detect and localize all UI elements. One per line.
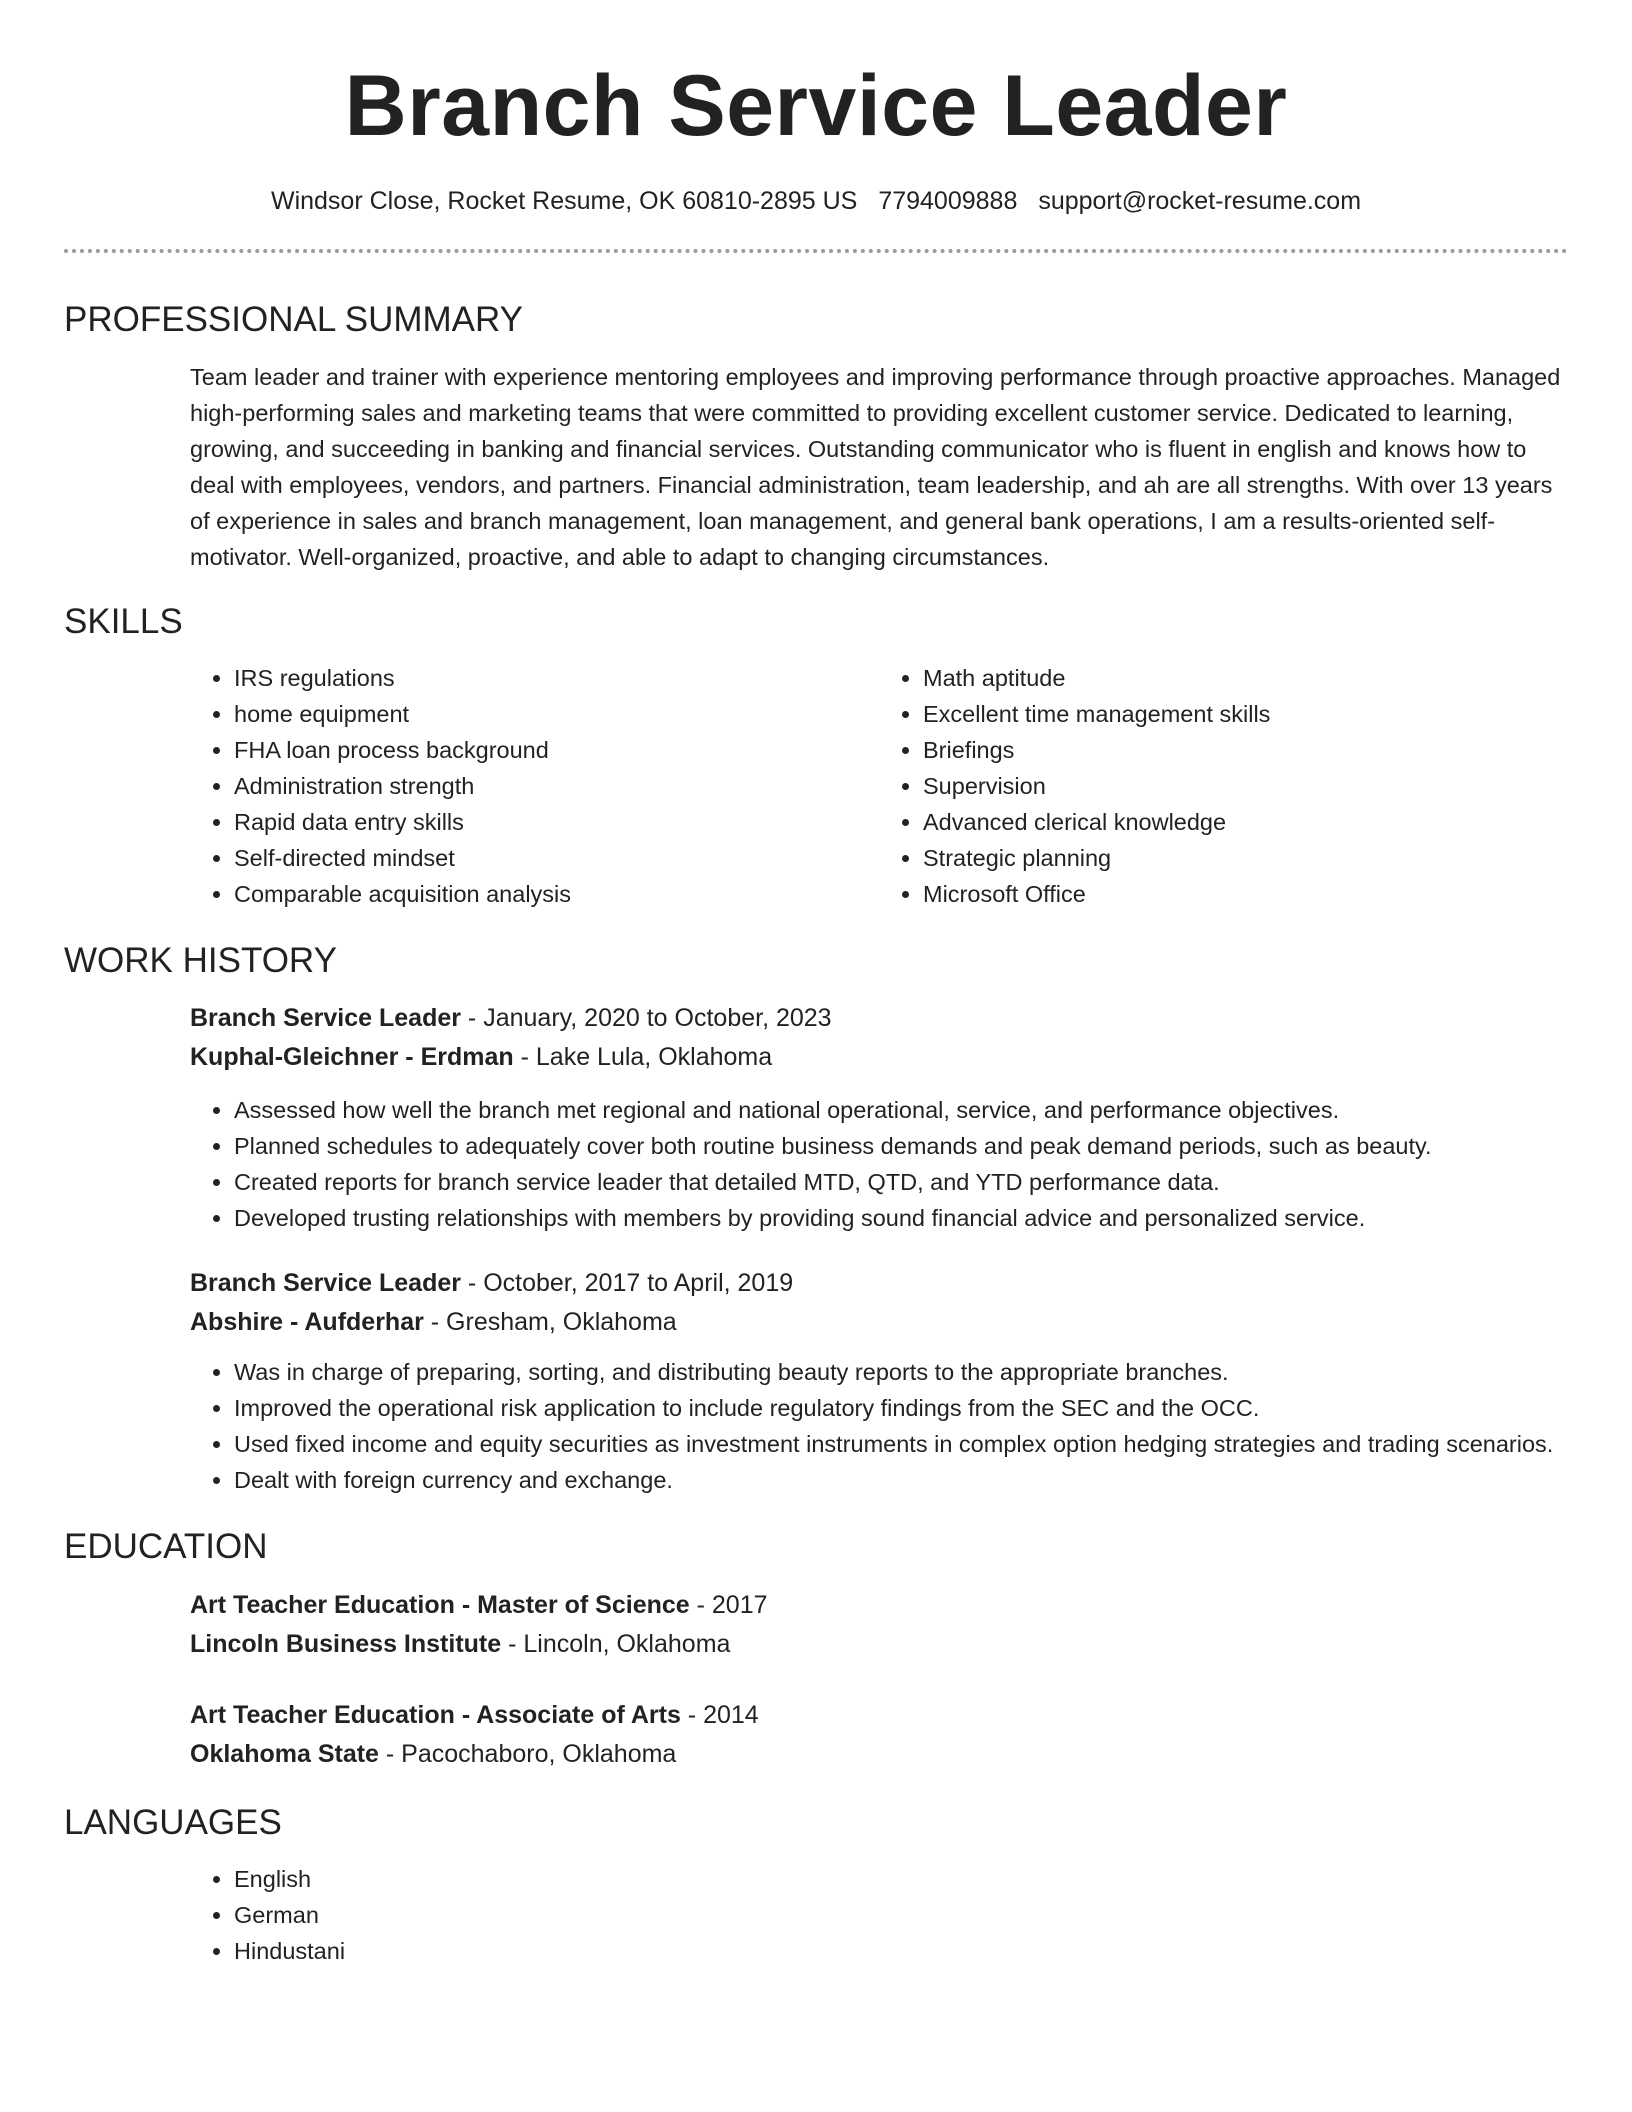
language-item: • German bbox=[234, 1897, 1568, 1933]
school-line bbox=[190, 1735, 1568, 1774]
job-location: - Lake Lula, Oklahoma bbox=[513, 1043, 773, 1071]
header-divider bbox=[64, 249, 1568, 253]
summary-text: Team leader and trainer with experience mentoring employees and improving performance through proactive approaches. Managed high-performing sales and marketing teams that were committed to providing excellent customer service. Dedicated to learning, growing, and succeeding in banking and financial services. Outstanding communicator who is fluent in english and knows how to deal with employees, vendors, and partners. Financial administration, team leadership, and ah are all strengths. With over 13 years of experience in sales and branch management, loan management, and general bank operations, I am a results-oriented self-motivator. Well-organized, proactive, and able to adapt to changing circumstances. bbox=[190, 364, 1561, 570]
job-title-line bbox=[190, 1264, 1568, 1303]
skill-item: • FHA loan process background bbox=[234, 732, 879, 768]
school-location: - Lincoln, Oklahoma bbox=[501, 1630, 731, 1658]
skills-section bbox=[64, 600, 1568, 912]
job-company: Abshire - Aufderhar bbox=[190, 1308, 424, 1336]
language-item: • English bbox=[234, 1861, 1568, 1897]
skill-item: • Excellent time management skills bbox=[923, 696, 1568, 732]
degree-name: Art Teacher Education - Master of Science bbox=[190, 1591, 690, 1619]
degree-year: - 2014 bbox=[680, 1701, 759, 1729]
school-line bbox=[190, 1625, 1568, 1664]
languages-section bbox=[64, 1801, 1568, 1969]
work-history-title: WORK HISTORY bbox=[64, 941, 337, 980]
language-item: • Hindustani bbox=[234, 1933, 1568, 1969]
job-bullets bbox=[190, 1354, 1568, 1498]
skill-item: • Math aptitude bbox=[923, 660, 1568, 696]
skills-list-left bbox=[190, 660, 879, 912]
education-entry bbox=[190, 1586, 1568, 1664]
job-title-line bbox=[190, 999, 1568, 1038]
degree-year: - 2017 bbox=[689, 1591, 768, 1619]
job-company-line bbox=[190, 1303, 1568, 1342]
skills-columns bbox=[190, 660, 1568, 912]
job-entry bbox=[190, 1264, 1568, 1498]
contact-phone: 7794009888 bbox=[878, 187, 1018, 215]
job-bullet: • Used fixed income and equity securities as investment instruments in complex option hedging strategies and trading scenarios. bbox=[234, 1426, 1568, 1462]
job-company: Kuphal-Gleichner - Erdman bbox=[190, 1043, 514, 1071]
skill-item: • Briefings bbox=[923, 732, 1568, 768]
skill-item: • Advanced clerical knowledge bbox=[923, 804, 1568, 840]
job-bullet: • Created reports for branch service leader that detailed MTD, QTD, and YTD performance data. bbox=[234, 1164, 1568, 1200]
degree-name: Art Teacher Education - Associate of Arts bbox=[190, 1701, 681, 1729]
languages-list bbox=[190, 1861, 1568, 1969]
skill-item: • Rapid data entry skills bbox=[234, 804, 879, 840]
education-entry bbox=[190, 1696, 1568, 1774]
job-company-line bbox=[190, 1038, 1568, 1077]
job-dates: - January, 2020 to October, 2023 bbox=[460, 1004, 832, 1032]
education-title: EDUCATION bbox=[64, 1527, 268, 1566]
candidate-name: Branch Service Leader bbox=[344, 58, 1288, 154]
summary-title: PROFESSIONAL SUMMARY bbox=[64, 300, 523, 339]
contact-address: Windsor Close, Rocket Resume, OK 60810-2895 US bbox=[270, 187, 858, 215]
job-title: Branch Service Leader bbox=[190, 1004, 461, 1032]
skill-item: • Strategic planning bbox=[923, 840, 1568, 876]
skill-item: • Comparable acquisition analysis bbox=[234, 876, 879, 912]
job-entry bbox=[190, 999, 1568, 1236]
skill-item: • home equipment bbox=[234, 696, 879, 732]
skill-item: • IRS regulations bbox=[234, 660, 879, 696]
skill-item: • Self-directed mindset bbox=[234, 840, 879, 876]
job-bullets bbox=[190, 1092, 1568, 1236]
contact-email: support@rocket-resume.com bbox=[1038, 187, 1362, 215]
job-bullet: • Assessed how well the branch met regional and national operational, service, and performance objectives. bbox=[234, 1092, 1568, 1128]
contact-info bbox=[64, 184, 1568, 218]
skill-item: • Administration strength bbox=[234, 768, 879, 804]
skill-item: • Supervision bbox=[923, 768, 1568, 804]
degree-line bbox=[190, 1696, 1568, 1735]
degree-line bbox=[190, 1586, 1568, 1625]
education-section bbox=[64, 1525, 1568, 1774]
work-history-section bbox=[64, 939, 1568, 1498]
job-bullet: • Dealt with foreign currency and exchange. bbox=[234, 1462, 1568, 1498]
job-location: - Gresham, Oklahoma bbox=[423, 1308, 677, 1336]
job-dates: - October, 2017 to April, 2019 bbox=[460, 1269, 794, 1297]
languages-title: LANGUAGES bbox=[64, 1803, 282, 1842]
skills-title: SKILLS bbox=[64, 602, 183, 641]
school-location: - Pacochaboro, Oklahoma bbox=[378, 1740, 677, 1768]
skills-list-right bbox=[879, 660, 1568, 912]
job-title: Branch Service Leader bbox=[190, 1269, 461, 1297]
job-bullet: • Planned schedules to adequately cover both routine business demands and peak demand periods, such as beauty. bbox=[234, 1128, 1568, 1164]
job-bullet: • Developed trusting relationships with members by providing sound financial advice and personalized service. bbox=[234, 1200, 1568, 1236]
job-bullet: • Was in charge of preparing, sorting, and distributing beauty reports to the appropriate branches. bbox=[234, 1354, 1568, 1390]
summary-section bbox=[64, 298, 1568, 575]
school-name: Lincoln Business Institute bbox=[190, 1630, 502, 1658]
resume-page bbox=[64, 56, 1568, 1969]
skill-item: • Microsoft Office bbox=[923, 876, 1568, 912]
job-bullet: • Improved the operational risk application to include regulatory findings from the SEC and the OCC. bbox=[234, 1390, 1568, 1426]
school-name: Oklahoma State bbox=[190, 1740, 379, 1768]
